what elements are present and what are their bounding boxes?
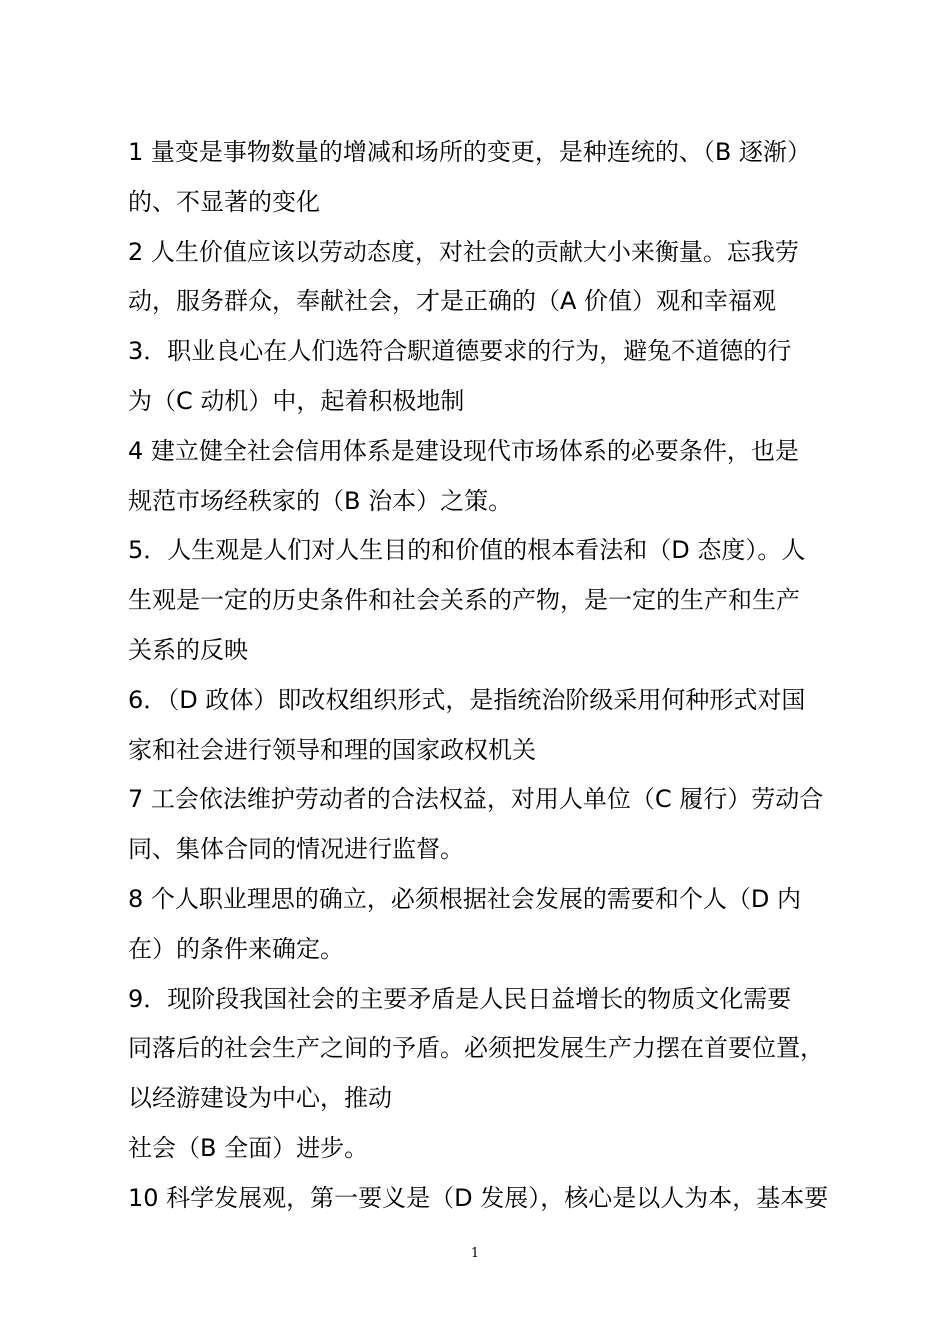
text-line: 10 科学发展观，第一要义是（D 发展），核心是以人为本，基本要 [128, 1183, 829, 1212]
text-line: 以经游建设为中心，推动 [128, 1084, 392, 1113]
text-line: 生观是一定的历史条件和社会关系的产物，是一定的生产和生产 [128, 586, 800, 615]
text-line: 9．现阶段我国社会的主要矛盾是人民日益增长的物质文化需要 [128, 984, 792, 1013]
text-line: 家和社会进行领导和理的国家政权机关 [128, 735, 536, 764]
text-line: 的、不显著的变化 [128, 187, 320, 216]
text-line: 规范市场经秩家的（B 治本）之策。 [128, 486, 513, 515]
text-line: 社会（B 全面）进步。 [128, 1133, 369, 1162]
page-number: 1 [470, 1246, 480, 1261]
text-line: 关系的反映 [128, 635, 248, 664]
text-line: 同落后的社会生产之间的予盾。必须把发展生产力摆在首要位置， [128, 1034, 824, 1063]
text-line: 8 个人职业理思的确立，必须根据社会发展的需要和个人（D 内 [128, 884, 802, 913]
text-line: 7 工会依法维护劳动者的合法权益，对用人单位（C 履行）劳动合 [128, 785, 824, 814]
text-line: 2 人生价值应该以劳动态度，对社会的贡献大小来衡量。忘我劳 [128, 237, 799, 266]
text-line: 6．（D 政体）即改权组织形式，是指统治阶级采用何种形式对国 [128, 685, 806, 714]
text-line: 4 建立健全社会信用体系是建设现代市场体系的必要条件，也是 [128, 436, 799, 465]
document-body [128, 128, 838, 1224]
text-line: 1 量变是事物数量的增减和场所的变更，是种连统的、（B 逐渐） [128, 138, 811, 166]
text-line: 动，服务群众，奉献社会，才是正确的（A 价值）观和幸福观 [128, 287, 777, 316]
text-line: 为（C 动机）中，起着积极地制 [128, 386, 465, 415]
text-line: 5．人生观是人们对人生目的和价值的根本看法和（D 态度）。人 [128, 536, 806, 565]
text-line: 在）的条件来确定。 [128, 934, 344, 963]
text-line: 3．职业良心在人们选符合駅道德要求的行为，避兔不道德的行 [128, 337, 792, 366]
text-line: 同、集体合同的情况进行监督。 [128, 835, 464, 864]
